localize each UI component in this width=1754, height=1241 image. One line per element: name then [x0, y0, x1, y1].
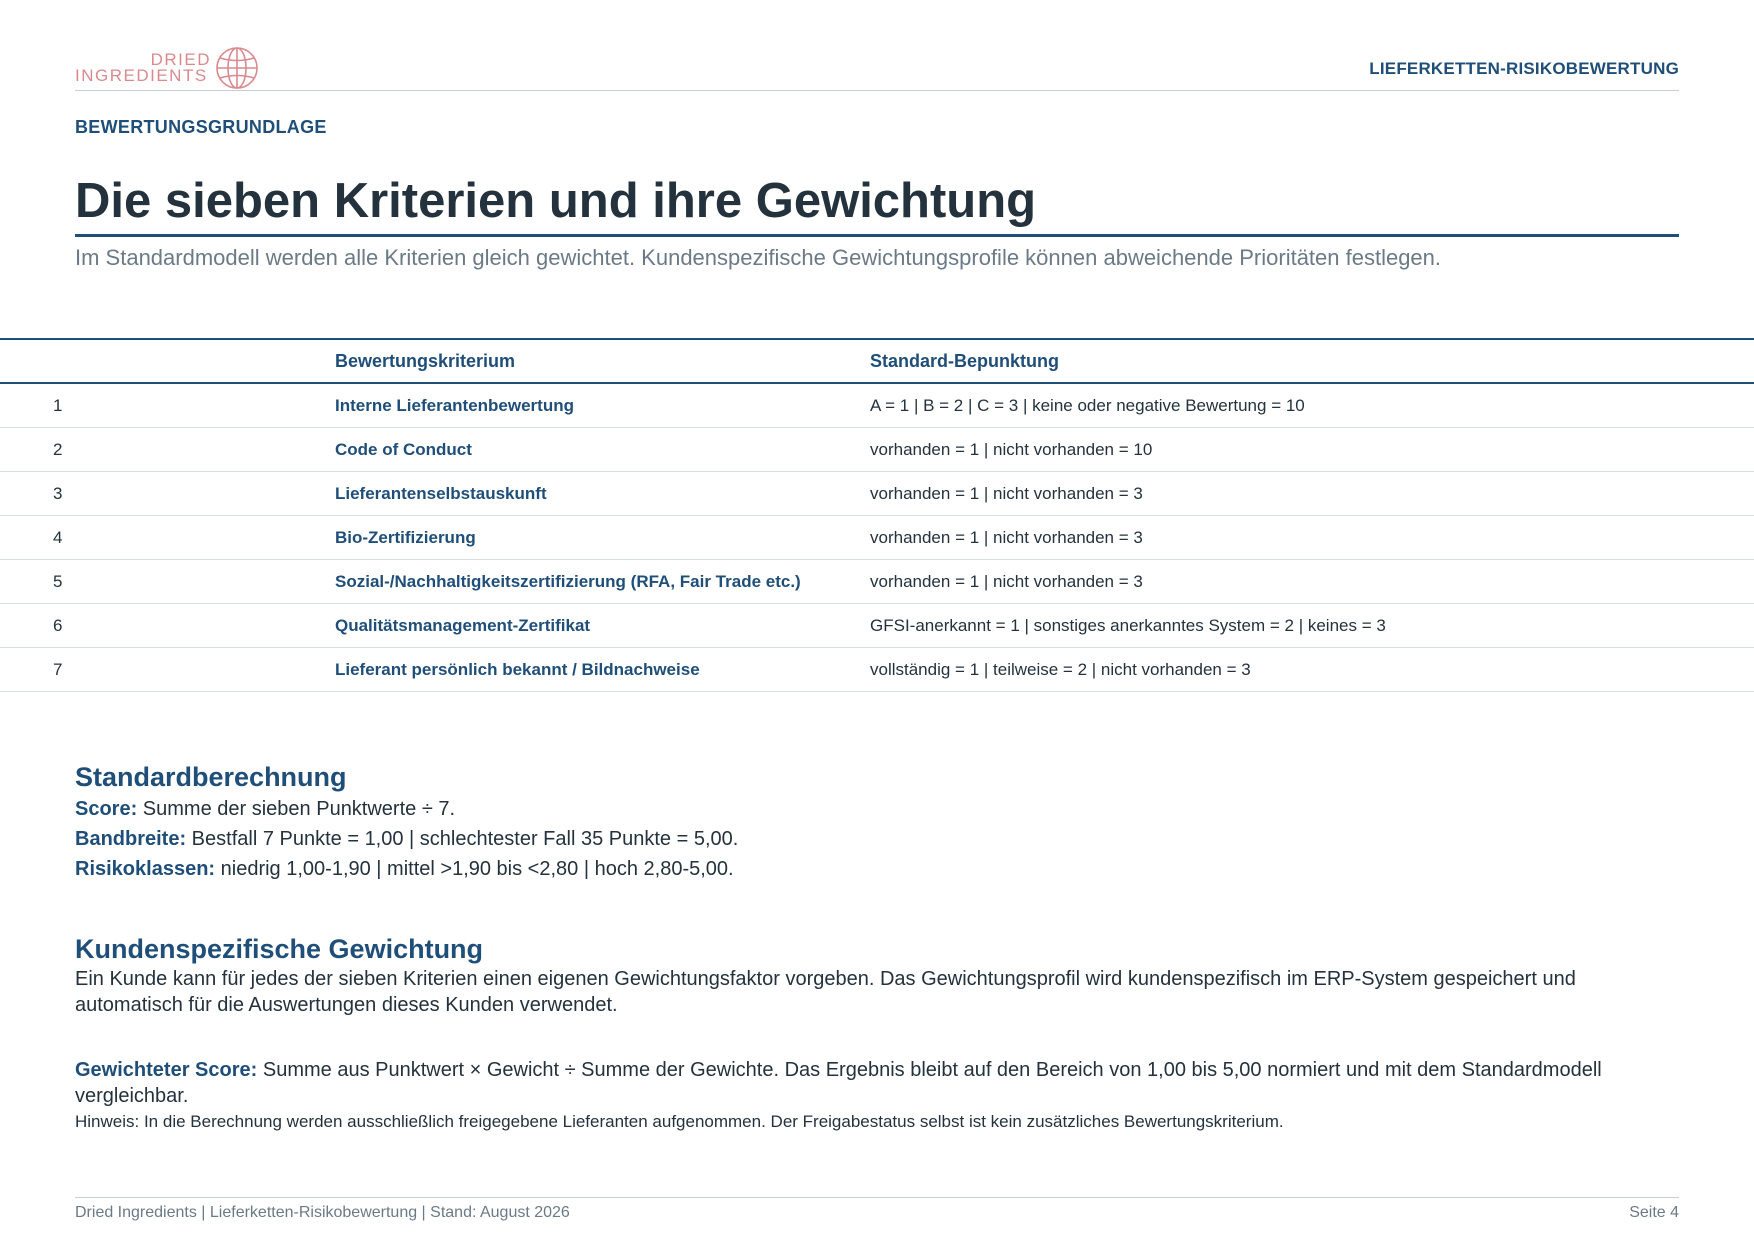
standard-calculation-section	[75, 760, 1679, 884]
score-line	[75, 794, 1679, 824]
risk-classes-label: Risikoklassen:	[75, 858, 216, 880]
risk-classes-text: niedrig 1,00-1,90 | mittel >1,90 bis <2,80 | hoch 2,80-5,00.	[215, 858, 734, 880]
column-header-number	[0, 339, 335, 383]
row-criterion: Bio-Zertifizierung	[335, 516, 870, 560]
score-text: Summe der sieben Punktwerte ÷ 7.	[137, 798, 456, 820]
criteria-table	[0, 338, 1754, 692]
logo-line-1: DRIED	[150, 50, 211, 69]
logo-line-2: INGREDIENTS	[75, 66, 208, 85]
row-scoring: vorhanden = 1 | nicht vorhanden = 10	[870, 428, 1754, 472]
page-footer	[75, 1197, 1679, 1222]
footer-left-text: Dried Ingredients | Lieferketten-Risikobewertung | Stand: August 2026	[75, 1204, 570, 1221]
table-row	[0, 604, 1754, 648]
row-scoring: GFSI-anerkannt = 1 | sonstiges anerkanntes System = 2 | keines = 3	[870, 604, 1754, 648]
row-number: 7	[0, 648, 335, 692]
section-eyebrow: BEWERTUNGSGRUNDLAGE	[75, 117, 327, 137]
custom-weighting-section	[75, 932, 1679, 1018]
score-label: Score:	[75, 798, 138, 820]
page-header	[75, 46, 1679, 91]
range-text: Bestfall 7 Punkte = 1,00 | schlechtester Fall 35 Punkte = 5,00.	[186, 828, 739, 850]
row-criterion: Lieferant persönlich bekannt / Bildnachweise	[335, 648, 870, 692]
header-title: LIEFERKETTEN-RISIKOBEWERTUNG	[1369, 59, 1679, 78]
row-scoring: A = 1 | B = 2 | C = 3 | keine oder negative Bewertung = 10	[870, 383, 1754, 428]
row-criterion: Interne Lieferantenbewertung	[335, 383, 870, 428]
weighted-score-text: Summe aus Punktwert × Gewicht ÷ Summe der Gewichte. Das Ergebnis bleibt auf den Bereich von 1,00 bis 5,00 normiert und mit dem Standardmodell vergleichbar.	[75, 1059, 1602, 1107]
page-title: Die sieben Kriterien und ihre Gewichtung	[75, 170, 1679, 237]
custom-weighting-heading: Kundenspezifische Gewichtung	[75, 934, 484, 964]
range-line	[75, 824, 1679, 854]
row-scoring: vorhanden = 1 | nicht vorhanden = 3	[870, 560, 1754, 604]
column-header-criterion: Bewertungskriterium	[335, 339, 870, 383]
row-criterion: Qualitätsmanagement-Zertifikat	[335, 604, 870, 648]
company-logo	[75, 46, 265, 90]
custom-weighting-text: Ein Kunde kann für jedes der sieben Kriterien einen eigenen Gewichtungsfaktor vorgeben. Das Gewichtungsprofil wird kundenspezifisch im ERP-System gespeichert und automatisch für die Auswertungen dieses Kunden verwendet.	[75, 968, 1576, 1016]
risk-classes-line	[75, 854, 1679, 884]
table-row	[0, 516, 1754, 560]
page-number: Seite 4	[1629, 1204, 1679, 1221]
table-header-row	[0, 339, 1754, 383]
table-row	[0, 472, 1754, 516]
standard-calculation-heading: Standardberechnung	[75, 762, 347, 792]
table-row	[0, 560, 1754, 604]
row-number: 3	[0, 472, 335, 516]
table-row	[0, 383, 1754, 428]
weighted-score-label: Gewichteter Score:	[75, 1059, 258, 1081]
globe-icon	[215, 46, 259, 90]
column-header-scoring: Standard-Bepunktung	[870, 339, 1754, 383]
hint-note: Hinweis: In die Berechnung werden ausschließlich freigegebene Lieferanten aufgenommen. Der Freigabestatus selbst ist kein zusätzliches Bewertungskriterium.	[75, 1112, 1284, 1131]
row-criterion: Sozial-/Nachhaltigkeitszertifizierung (RFA, Fair Trade etc.)	[335, 560, 870, 604]
row-number: 6	[0, 604, 335, 648]
lead-text: Im Standardmodell werden alle Kriterien gleich gewichtet. Kundenspezifische Gewichtungsprofile können abweichende Prioritäten festlegen.	[75, 245, 1442, 270]
row-number: 4	[0, 516, 335, 560]
row-criterion: Code of Conduct	[335, 428, 870, 472]
row-scoring: vorhanden = 1 | nicht vorhanden = 3	[870, 472, 1754, 516]
table-row	[0, 648, 1754, 692]
row-criterion: Lieferantenselbstauskunft	[335, 472, 870, 516]
weighted-score-paragraph	[75, 1057, 1679, 1109]
row-number: 5	[0, 560, 335, 604]
table-row	[0, 428, 1754, 472]
row-scoring: vollständig = 1 | teilweise = 2 | nicht vorhanden = 3	[870, 648, 1754, 692]
logo-wordmark	[75, 52, 211, 84]
row-scoring: vorhanden = 1 | nicht vorhanden = 3	[870, 516, 1754, 560]
range-label: Bandbreite:	[75, 828, 187, 850]
row-number: 1	[0, 383, 335, 428]
row-number: 2	[0, 428, 335, 472]
